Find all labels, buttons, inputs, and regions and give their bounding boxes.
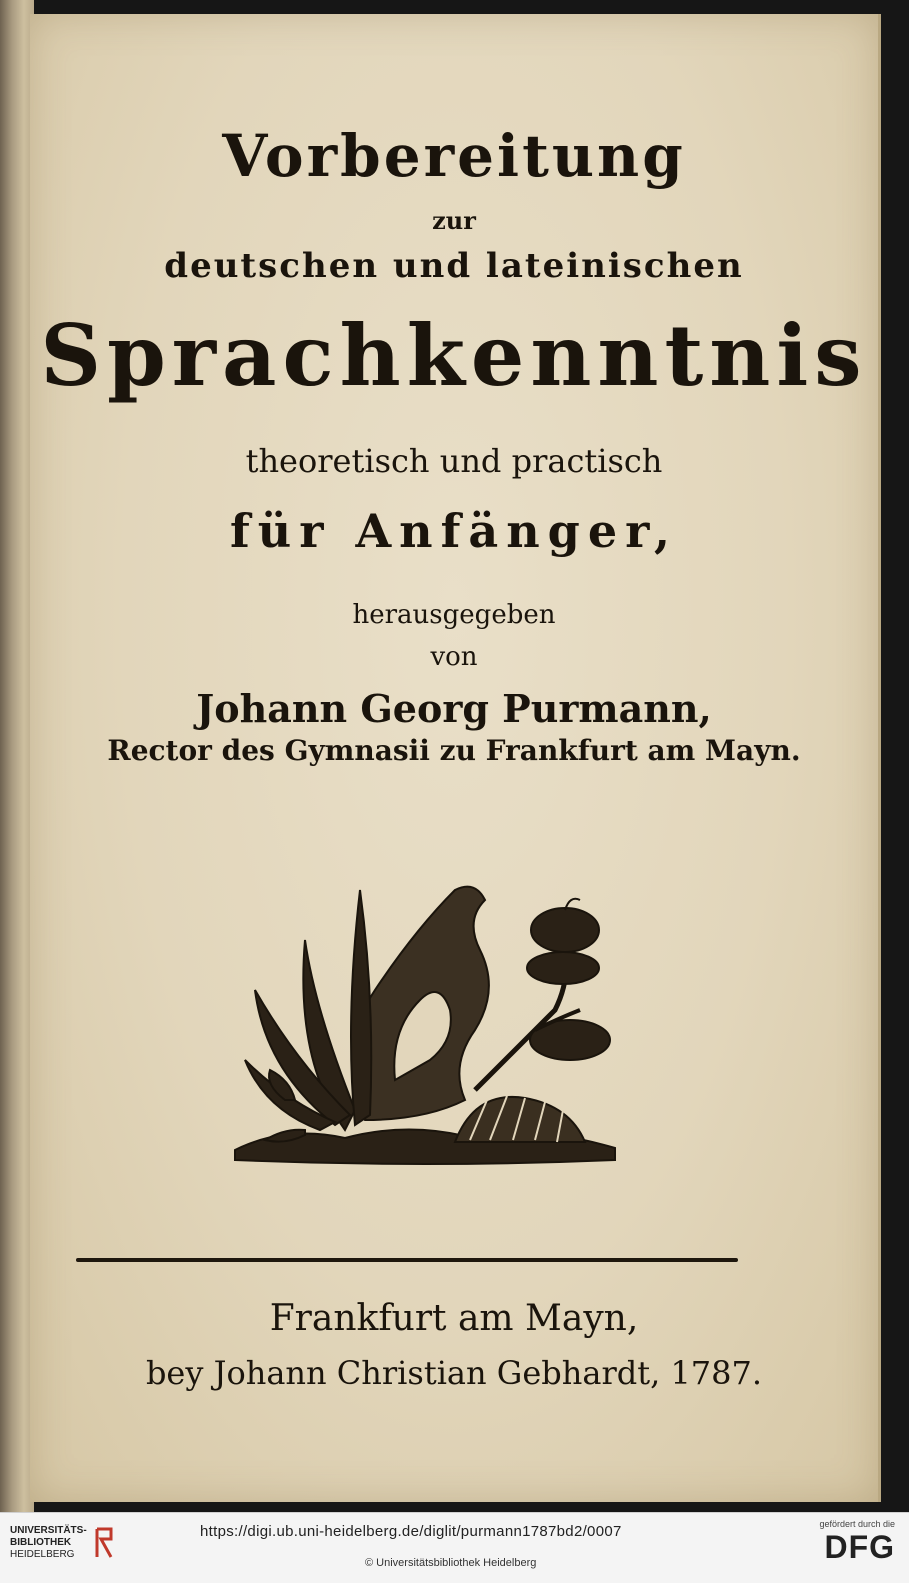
copyright-notice — [365, 1557, 536, 1569]
copyright-text: © Universitätsbibliothek Heidelberg — [365, 1557, 537, 1569]
ub-logo-text — [10, 1525, 87, 1561]
ub-logo-line3: HEIDELBERG — [10, 1549, 75, 1560]
divider-rule — [76, 1258, 738, 1262]
ub-logo-line1: UNIVERSITÄTS- — [10, 1525, 87, 1536]
imprint-printer: bey Johann Christian Gebhardt, 1787. — [145, 1354, 763, 1392]
title-sprachkenntnis-line: Sprachkenntnis — [40, 306, 868, 405]
herausgegeben-line: herausgegeben — [352, 600, 556, 630]
imprint-place: Frankfurt am Mayn, — [269, 1298, 639, 1339]
title-theoretisch-line: theoretisch und practisch — [245, 442, 663, 480]
book-spine-edge — [0, 0, 34, 1512]
von-line: von — [430, 642, 478, 672]
dfg-caption: gefördert durch die — [819, 1519, 895, 1529]
ub-logo-line2: BIBLIOTHEK — [10, 1537, 72, 1548]
woodcut-ornament-icon — [225, 860, 625, 1170]
title-deutsch-line: deutschen und lateinischen — [164, 246, 744, 286]
author-title: Rector des Gymnasii zu Frankfurt am Mayn. — [107, 734, 801, 767]
dfg-logo-text: DFG — [824, 1529, 895, 1565]
title-anfaenger-line: für Anfänger, — [230, 504, 678, 558]
title-main-line: Vorbereitung — [222, 122, 686, 190]
ub-mark-icon — [93, 1525, 117, 1561]
title-page — [30, 14, 881, 1502]
viewer-footer — [0, 1512, 909, 1583]
ub-heidelberg-logo[interactable] — [10, 1525, 117, 1561]
dfg-logo[interactable] — [819, 1519, 895, 1565]
title-zur-line: zur — [432, 206, 476, 235]
permalink-url[interactable]: https://digi.ub.uni-heidelberg.de/diglit/purmann1787bd2/0007 — [200, 1523, 622, 1540]
author-name: Johann Georg Purmann, — [196, 686, 712, 731]
